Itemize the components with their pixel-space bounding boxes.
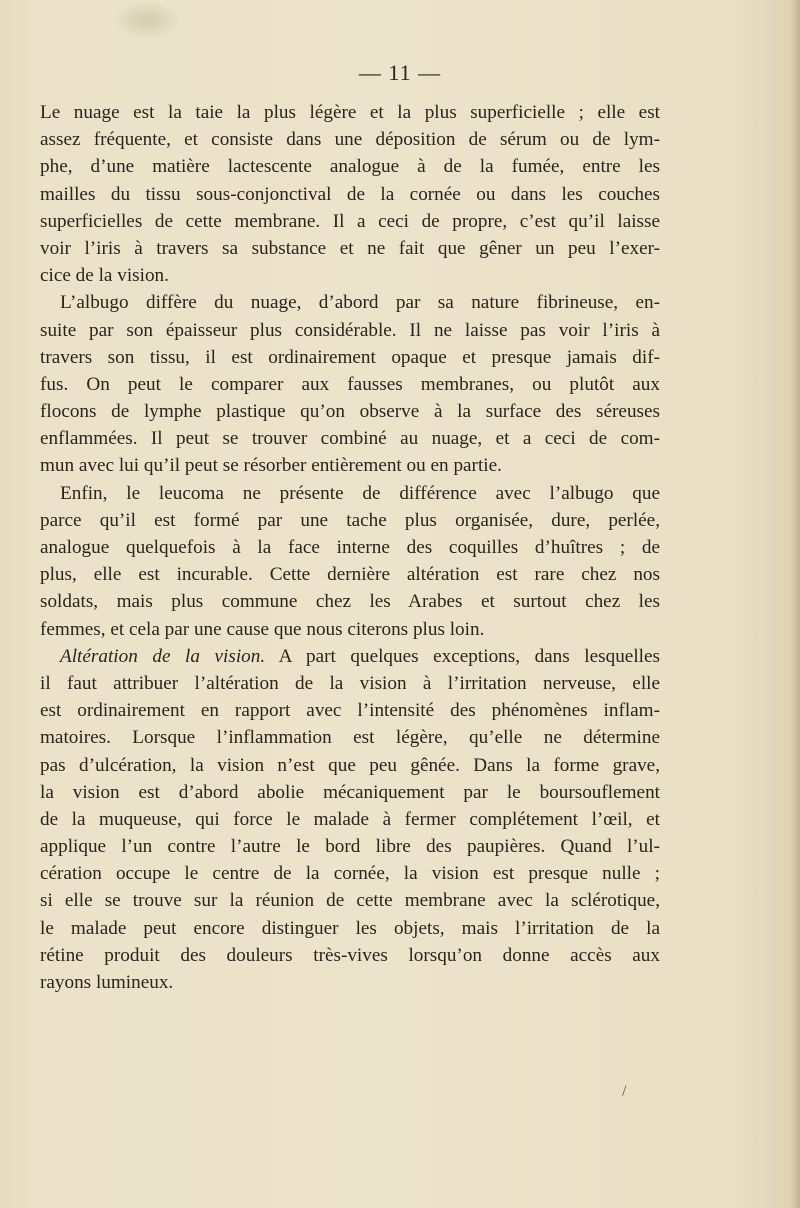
- text-line: femmes, et cela par une cause que nous citerons plus loin.: [40, 618, 485, 640]
- margin-mark: /: [622, 1083, 627, 1100]
- text-line: mailles du tissu sous-conjonctival de la cornée ou dans les couches: [40, 183, 660, 205]
- text-line: rayons lumineux.: [40, 972, 174, 993]
- paper-stain: [112, 0, 182, 40]
- text-line: est ordinairement en rapport avec l’intensité des phénomènes inflam-: [40, 700, 660, 722]
- text-line: flocons de lymphe plastique qu’on observe à la surface des séreuses: [40, 401, 660, 423]
- text-line: rétine produit des douleurs très-vives lorsqu’on donne accès aux: [40, 944, 660, 966]
- text-line: matoires. Lorsque l’inflammation est légère, qu’elle ne détermine: [40, 727, 660, 749]
- text-line: fus. On peut le comparer aux fausses membranes, ou plutôt aux: [40, 373, 660, 395]
- italic-heading: Altération de la vision.: [60, 645, 266, 667]
- text-line: applique l’un contre l’autre le bord libre des paupières. Quand l’ul-: [40, 836, 660, 858]
- text-line: la vision est d’abord abolie mécaniquement par le boursouflement: [40, 781, 660, 803]
- body-text: [40, 99, 660, 996]
- text-line: Le nuage est la taie la plus légère et la plus superficielle ; elle est: [40, 102, 660, 123]
- text-line: mun avec lui qu’il peut se résorber entièrement ou en partie.: [40, 455, 502, 477]
- text-line: pas d’ulcération, la vision n’est que peu gênée. Dans la forme grave,: [40, 754, 660, 776]
- text-line: cération occupe le centre de la cornée, la vision est presque nulle ;: [40, 863, 660, 885]
- page-edge: [790, 0, 800, 1208]
- text-line: le malade peut encore distinguer les objets, mais l’irritation de la: [40, 917, 660, 939]
- text-line: cice de la vision.: [40, 265, 169, 287]
- text-line: phe, d’une matière lactescente analogue à de la fumée, entre les: [40, 156, 660, 178]
- text-line: analogue quelquefois à la face interne des coquilles d’huîtres ; de: [40, 537, 660, 558]
- text-line: voir l’iris à travers sa substance et ne fait que gêner un peu l’exer-: [40, 237, 660, 259]
- text-line-with-heading: [40, 643, 660, 670]
- text-line: assez fréquente, et consiste dans une déposition de sérum ou de lym-: [40, 129, 660, 151]
- text-line: Enfin, le leucoma ne présente de différence avec l’albugo que: [60, 482, 660, 504]
- text-line: superficielles de cette membrane. Il a ceci de propre, c’est qu’il laisse: [40, 210, 660, 232]
- text-line: enflammées. Il peut se trouver combiné au nuage, et a ceci de com-: [40, 428, 660, 450]
- text-line: L’albugo diffère du nuage, d’abord par sa nature fibrineuse, en-: [60, 292, 660, 314]
- page-number: — 11 —: [358, 60, 442, 85]
- text-line: travers son tissu, il est ordinairement opaque et presque jamais dif-: [40, 346, 660, 368]
- text-line: parce qu’il est formé par une tache plus organisée, dure, perlée,: [40, 509, 660, 531]
- text-line: plus, elle est incurable. Cette dernière altération est rare chez nos: [40, 564, 660, 586]
- text-line: de la muqueuse, qui force le malade à fermer complétement l’œil, et: [40, 808, 660, 830]
- text-line: soldats, mais plus commune chez les Arabes et surtout chez les: [40, 591, 660, 613]
- text-fragment: A part quelques exceptions, dans lesquelles: [278, 645, 660, 667]
- text-line: suite par son épaisseur plus considérable. Il ne laisse pas voir l’iris à: [40, 319, 660, 341]
- text-line: il faut attribuer l’altération de la vision à l’irritation nerveuse, elle: [40, 672, 660, 694]
- text-line: si elle se trouve sur la réunion de cette membrane avec la sclérotique,: [40, 890, 660, 912]
